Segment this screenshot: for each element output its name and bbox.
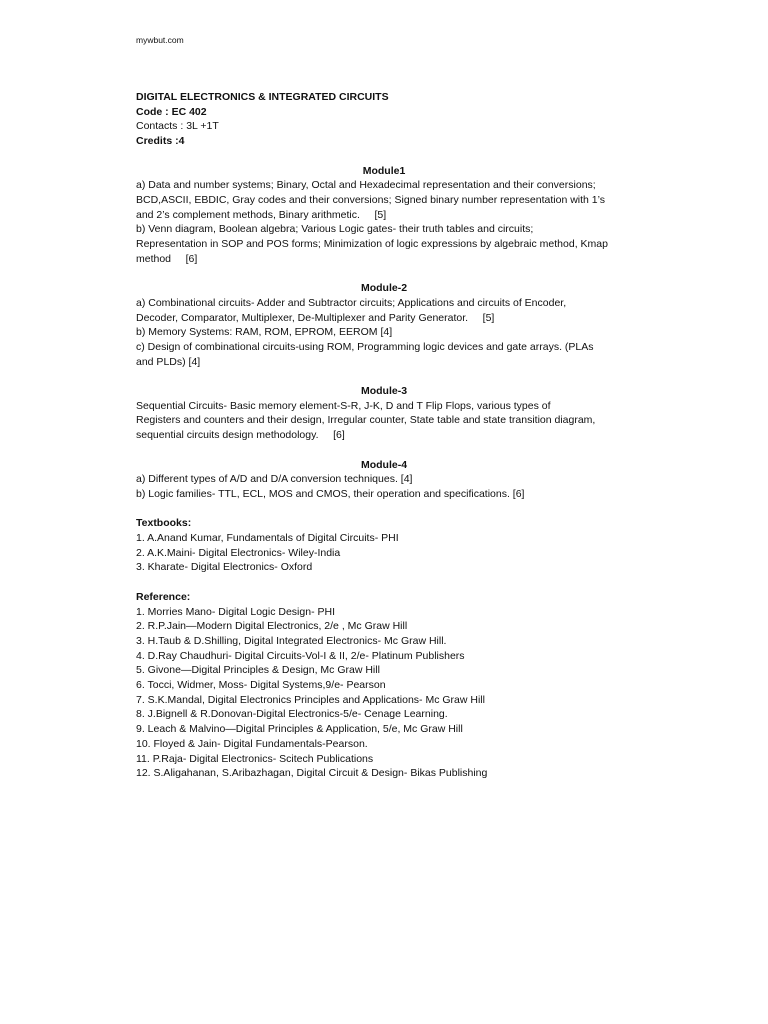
module-line: method [6] <box>136 252 198 265</box>
module-line: sequential circuits design methodology. [6] <box>136 429 345 442</box>
spacer <box>136 369 656 384</box>
module-line: b) Venn diagram, Boolean algebra; Various Logic gates- their truth tables and circuits; <box>136 223 534 236</box>
module-line: a) Different types of A/D and D/A conversion techniques. [4] <box>136 473 413 486</box>
module-1 <box>136 164 656 267</box>
module-4 <box>136 458 656 502</box>
module-3 <box>136 384 656 443</box>
site-header: mywbut.com <box>136 35 184 45</box>
spacer <box>136 575 656 590</box>
textbook-item: 3. Kharate- Digital Electronics- Oxford <box>136 561 313 574</box>
module-line: b) Logic families- TTL, ECL, MOS and CMOS, their operation and specifications. [6] <box>136 487 525 500</box>
module-line: b) Memory Systems: RAM, ROM, EPROM, EEROM [4] <box>136 326 393 339</box>
course-title: DIGITAL ELECTRONICS & INTEGRATED CIRCUITS <box>136 91 389 103</box>
module-heading: Module1 <box>362 164 406 177</box>
reference-item: 6. Tocci, Widmer, Moss- Digital Systems,9/e- Pearson <box>136 679 386 692</box>
reference-item: 2. R.P.Jain—Modern Digital Electronics, 2/e , Mc Graw Hill <box>136 620 408 633</box>
textbook-item: 1. A.Anand Kumar, Fundamentals of Digital Circuits- PHI <box>136 532 399 545</box>
spacer <box>136 443 656 458</box>
textbooks-heading: Textbooks: <box>136 517 192 530</box>
document-page <box>136 34 656 781</box>
module-line: and PLDs) [4] <box>136 355 201 368</box>
module-line: Registers and counters and their design, Irregular counter, State table and state transition diagram, <box>136 414 596 427</box>
course-info <box>136 90 656 149</box>
reference-heading: Reference: <box>136 590 191 603</box>
module-line: Sequential Circuits- Basic memory element-S-R, J-K, D and T Flip Flops, various types of <box>136 399 551 412</box>
spacer <box>136 502 656 517</box>
module-heading: Module-2 <box>360 282 408 295</box>
reference-item: 1. Morries Mano- Digital Logic Design- PHI <box>136 605 335 618</box>
module-heading: Module-3 <box>360 385 408 398</box>
course-contacts: Contacts : 3L +1T <box>136 120 219 133</box>
textbooks-section <box>136 516 656 575</box>
course-credits: Credits :4 <box>136 135 185 148</box>
reference-section <box>136 590 656 781</box>
course-code: Code : EC 402 <box>136 105 207 118</box>
reference-item: 8. J.Bignell & R.Donovan-Digital Electronics-5/e- Cenage Learning. <box>136 708 448 721</box>
module-2 <box>136 281 656 369</box>
reference-item: 3. H.Taub & D.Shilling, Digital Integrated Electronics- Mc Graw Hill. <box>136 634 447 647</box>
spacer <box>136 149 656 164</box>
module-line: and 2’s complement methods, Binary arithmetic. [5] <box>136 208 387 221</box>
reference-item: 11. P.Raja- Digital Electronics- Scitech Publications <box>136 752 374 765</box>
module-heading: Module-4 <box>360 458 408 471</box>
module-line: Representation in SOP and POS forms; Minimization of logic expressions by algebraic method, Kmap <box>136 238 608 251</box>
reference-item: 4. D.Ray Chaudhuri- Digital Circuits-Vol-I & II, 2/e- Platinum Publishers <box>136 649 465 662</box>
module-line: a) Combinational circuits- Adder and Subtractor circuits; Applications and circuits of Encoder, <box>136 296 567 309</box>
reference-item: 10. Floyed & Jain- Digital Fundamentals-Pearson. <box>136 737 368 750</box>
reference-item: 7. S.K.Mandal, Digital Electronics Principles and Applications- Mc Graw Hill <box>136 693 485 706</box>
reference-item: 9. Leach & Malvino—Digital Principles & Application, 5/e, Mc Graw Hill <box>136 723 463 736</box>
reference-item: 5. Givone—Digital Principles & Design, Mc Graw Hill <box>136 664 380 677</box>
module-line: Decoder, Comparator, Multiplexer, De-Multiplexer and Parity Generator. [5] <box>136 311 495 324</box>
module-line: BCD,ASCII, EBDIC, Gray codes and their conversions; Signed binary number representation with 1’s <box>136 193 606 206</box>
module-line: c) Design of combinational circuits-using ROM, Programming logic devices and gate arrays. (PLAs <box>136 340 594 353</box>
textbook-item: 2. A.K.Maini- Digital Electronics- Wiley-India <box>136 546 341 559</box>
module-line: a) Data and number systems; Binary, Octal and Hexadecimal representation and their conversions; <box>136 179 596 192</box>
reference-item: 12. S.Aligahanan, S.Aribazhagan, Digital Circuit & Design- Bikas Publishing <box>136 767 488 780</box>
spacer <box>136 266 656 281</box>
